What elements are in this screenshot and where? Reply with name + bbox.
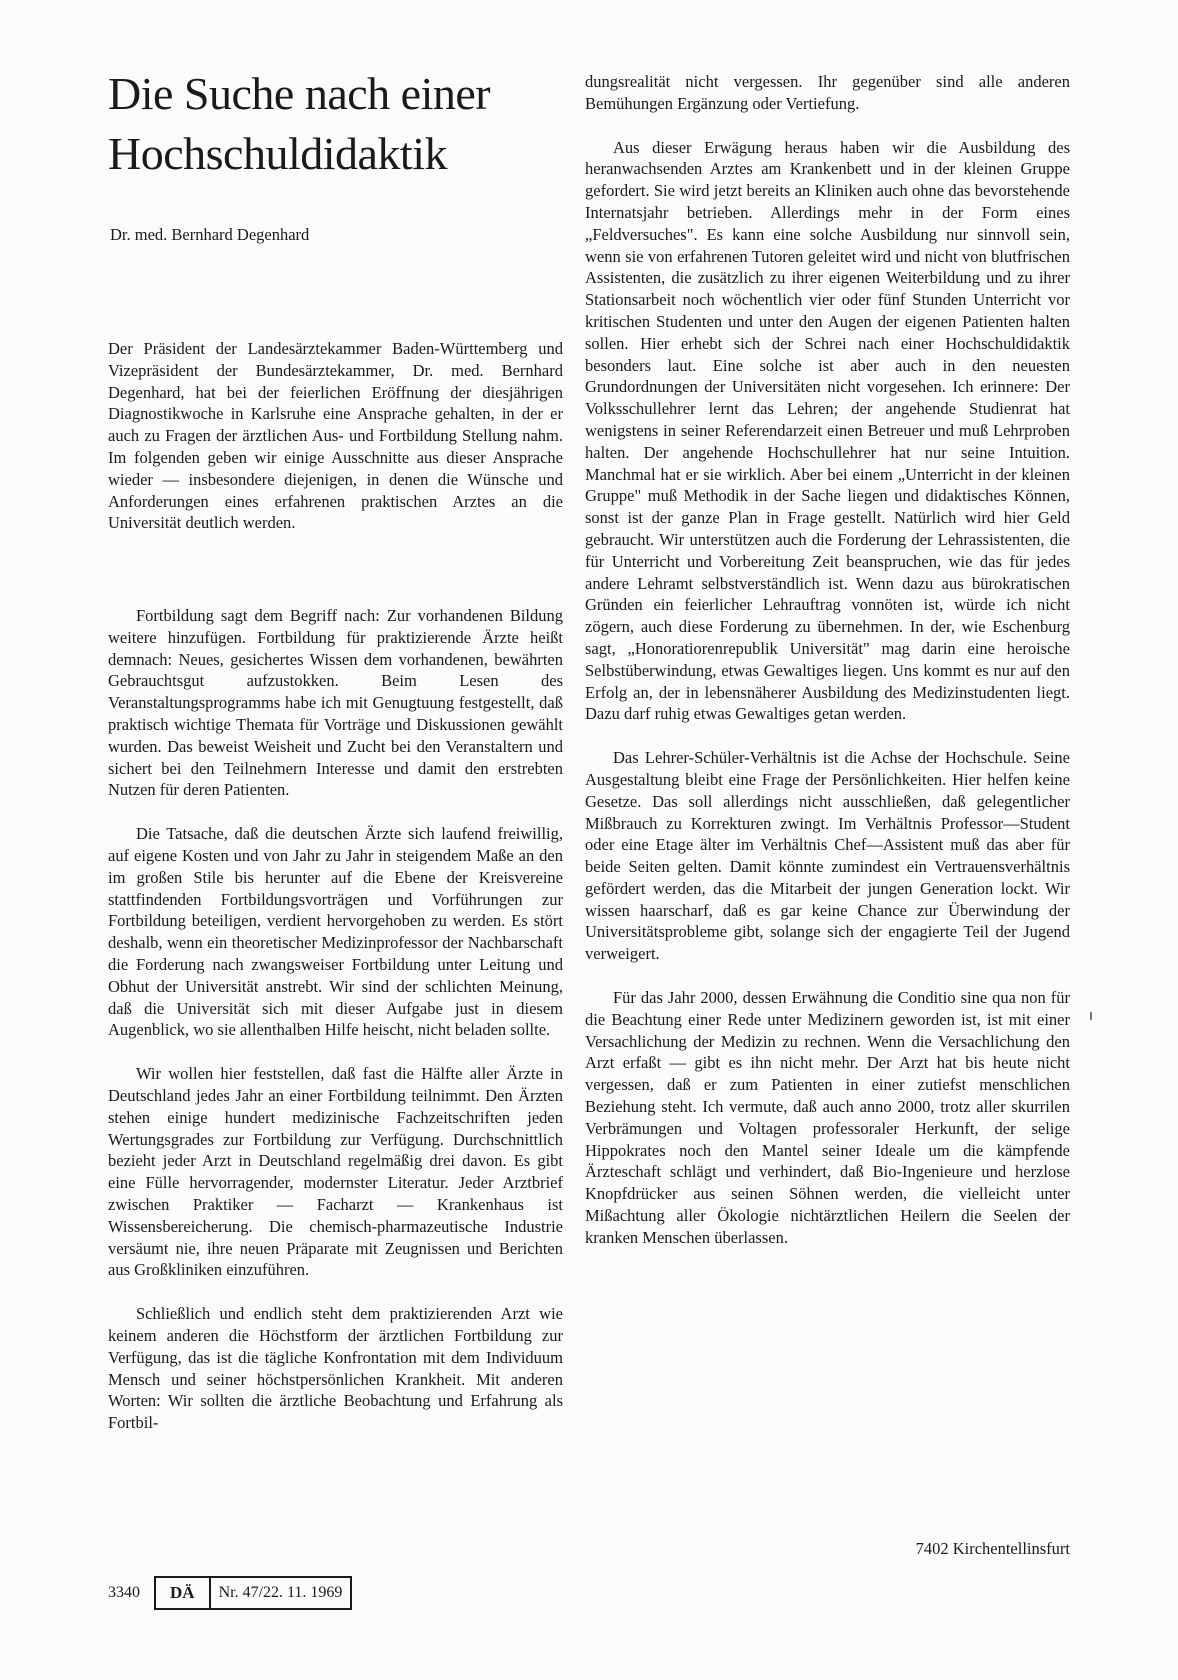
- body-paragraph: Schließlich und endlich steht dem praktizierenden Arzt wie keinem anderen die Höchstform der ärztlichen Fortbildung zur Verfügung, das ist die tägliche Konfrontation mit dem Individuum Mensch und seiner höchstpersönlichen Krankheit. Mit anderen Worten: Wir sollten die ärztliche Beobachtung und Erfahrung als Fortbil-: [108, 1304, 563, 1433]
- page-number: 3340: [108, 1584, 140, 1601]
- journal-logo: DÄ: [156, 1578, 211, 1608]
- article-title-line-2: Hochschuldidaktik: [108, 128, 447, 179]
- issue-info: Nr. 47/22. 11. 1969: [218, 1584, 343, 1601]
- left-column: [108, 605, 563, 1456]
- article-title-line-1: Die Suche nach einer: [108, 68, 491, 119]
- lead-paragraph-block: [108, 338, 563, 556]
- body-paragraph: Wir wollen hier feststellen, daß fast die Hälfte aller Ärzte in Deutschland jedes Jahr an einer Fortbildung teilnimmt. Den Ärzten stehen einige hundert medizinische Fachzeitschriften jeden Wertungsgrades zur Fortbildung zur Verfügung. Durchschnittlich bezieht jeder Arzt in Deutschland regelmäßig drei davon. Es gibt eine Fülle hervorragender, modernster Literatur. Jeder Arztbrief zwischen Praktiker — Facharzt — Krankenhaus ist Wissensbereicherung. Die chemisch-pharmazeutische Industrie versäumt nie, ihre neuen Präparate mit Zeugnissen und Berichten aus Großkliniken einzuführen.: [108, 1064, 563, 1280]
- page-footer: [108, 1576, 352, 1610]
- body-paragraph: Fortbildung sagt dem Begriff nach: Zur vorhandenen Bildung weitere hinzufügen. Fortbildung für praktizierende Ärzte heißt demnach: Neues, gesichertes Wissen dem vorhandenen, bewährten Gebrauchtsgut aufzustokken. Beim Lesen des Veranstaltungsprogramms habe ich mit Genugtuung festgestellt, daß praktisch wichtige Themata für Vorträge und Diskussionen gewählt wurden. Das beweist Weisheit und Zucht bei den Veranstaltern und sichert bei den Teilnehmern Interesse und damit den erstrebten Nutzen für deren Patienten.: [108, 606, 563, 800]
- body-paragraph: Aus dieser Erwägung heraus haben wir die Ausbildung des heranwachsenden Arztes am Krankenbett und in der kleinen Gruppe gefordert. Sie wird jetzt bereits an Kliniken auch ohne das bevorstehende Internatsjahr betrieben. Allerdings mehr in der Form eines „Feldversuches". Es kann eine solche Ausbildung nur sinnvoll sein, wenn sie von erfahrenen Tutoren geleitet wird und nicht von blutfrischen Assistenten, die zusätzlich zu ihrer eigenen Weiterbildung und zu ihrer Stationsarbeit noch wöchentlich vier oder fünf Stunden Unterricht vor kritischen Studenten und unter den Augen der eigenen Patienten halten sollen. Hier erhebt sich der Schrei nach einer Hochschuldidaktik besonders laut. Eine solche ist aber auch in den neuesten Grundordnungen der Universitäten nicht vorgesehen. Ich erinnere: Der Volksschullehrer lernt das Lehren; der angehende Studienrat hat wenigstens in seiner Referendarzeit einen Betreuer und muß Lehrproben halten. Der angehende Hochschullehrer hat nur seine Intuition. Manchmal hat er sie wirklich. Aber bei einem „Unterricht in der kleinen Gruppe" muß Methodik in der Sache liegen und didaktisches Können, sonst ist der ganze Plan in Frage gestellt. Natürlich wird hier Geld gebraucht. Wir unterstützen auch die Forderung der Lehrassistenten, die für Unterricht und Vorbereitung Zeit beanspruchen, wie das für jedes andere Lehramt selbstverständlich ist. Wenn dazu aus bürokratischen Gründen ein feierlicher Lehrauftrag vonnöten ist, würde ich nicht zögern, auch diese Forderung zu übernehmen. In der, wie Eschenburg sagt, „Honoratiorenrepublik Universität" mag darin eine heroische Selbstüberwindung, etwas Gewaltiges liegen. Uns kommt es nur auf den Erfolg an, der in lebensnäherer Ausbildung des Medizinstudenten liegt. Dazu darf ruhig etwas Gewaltiges getan werden.: [585, 137, 1070, 724]
- author-location: 7402 Kirchentellinsfurt: [915, 1539, 1070, 1558]
- journal-issue-box: [154, 1576, 352, 1610]
- body-paragraph: Für das Jahr 2000, dessen Erwähnung die Conditio sine qua non für die Beachtung einer Rede unter Medizinern geworden ist, ist mit einer Versachlichung der Medizin zu rechnen. Wenn die Versachlichung den Arzt erfaßt — gibt es ihn nicht mehr. Der Arzt hat bis heute nicht vergessen, daß er zum Patienten in einer zutiefst menschlichen Beziehung steht. Ich vermute, daß auch anno 2000, trotz aller skurrilen Verbrämungen und Voltagen professoraler Herkunft, der selige Hippokrates noch den Mantel seiner Ideale um die kämpfende Ärzteschaft schlägt und verhindert, daß Bio-Ingenieure und herzlose Knopfdrücker aus seinen Söhnen werden, die vielleicht unter Mißachtung aller Ökologie nichtärztlichen Heilern die Seelen der kranken Menschen überlassen.: [585, 988, 1070, 1247]
- body-paragraph: Das Lehrer-Schüler-Verhältnis ist die Achse der Hochschule. Seine Ausgestaltung bleibt eine Frage der Persönlichkeiten. Hier helfen keine Gesetze. Das soll allerdings nicht ausschließen, daß gelegentlicher Mißbrauch zu Korrekturen zwingt. Im Verhältnis Professor—Student oder eine Etage älter im Verhältnis Chef—Assistent muß das aber für beide Seiten gelten. Damit könnte zumindest ein Vertrauensverhältnis gefördert werden, das die Mitarbeit der jungen Generation lockt. Wir wissen haarscharf, daß es gar keine Chance zur Überwindung der Universitätsprobleme gibt, solange sich der engagierte Teil der Jugend verweigert.: [585, 748, 1070, 964]
- margin-mark: [1090, 1012, 1092, 1020]
- right-column: [585, 71, 1070, 1271]
- author-name: Dr. med. Bernhard Degenhard: [110, 225, 310, 244]
- body-paragraph: dungsrealität nicht vergessen. Ihr gegenüber sind alle anderen Bemühungen Ergänzung oder Vertiefung.: [585, 72, 1070, 113]
- body-paragraph: Die Tatsache, daß die deutschen Ärzte sich laufend freiwillig, auf eigene Kosten und von Jahr zu Jahr in steigendem Maße an den im großen Stile bis herunter auf die Ebene der Kreisvereine stattfindenden Fortbildungsvorträgen und Vorführungen zur Fortbildung beteiligen, verdient hervorgehoben zu werden. Es stört deshalb, wenn ein theoretischer Medizinprofessor der Nachbarschaft die Forderung nach zwangsweiser Fortbildung unter Leitung und Obhut der Universität anstrebt. Wir sind der schlichten Meinung, daß die Universität sich mit dieser Aufgabe just in diesem Augenblick, wo sie allenthalben Hilfe heischt, nicht beladen sollte.: [108, 824, 563, 1040]
- lead-paragraph: Der Präsident der Landesärztekammer Baden-Württemberg und Vizepräsident der Bundesärztekammer, Dr. med. Bernhard Degenhard, hat bei der feierlichen Eröffnung der diesjährigen Diagnostikwoche in Karlsruhe eine Ansprache gehalten, in der er auch zu Fragen der ärztlichen Aus- und Fortbildung Stellung nahm. Im folgenden geben wir einige Ausschnitte aus dieser Ansprache wieder — insbesondere diejenigen, in denen die Wünsche und Anforderungen eines erfahrenen praktischen Arztes an die Universität deutlich werden.: [108, 339, 563, 533]
- article-title: [108, 64, 588, 184]
